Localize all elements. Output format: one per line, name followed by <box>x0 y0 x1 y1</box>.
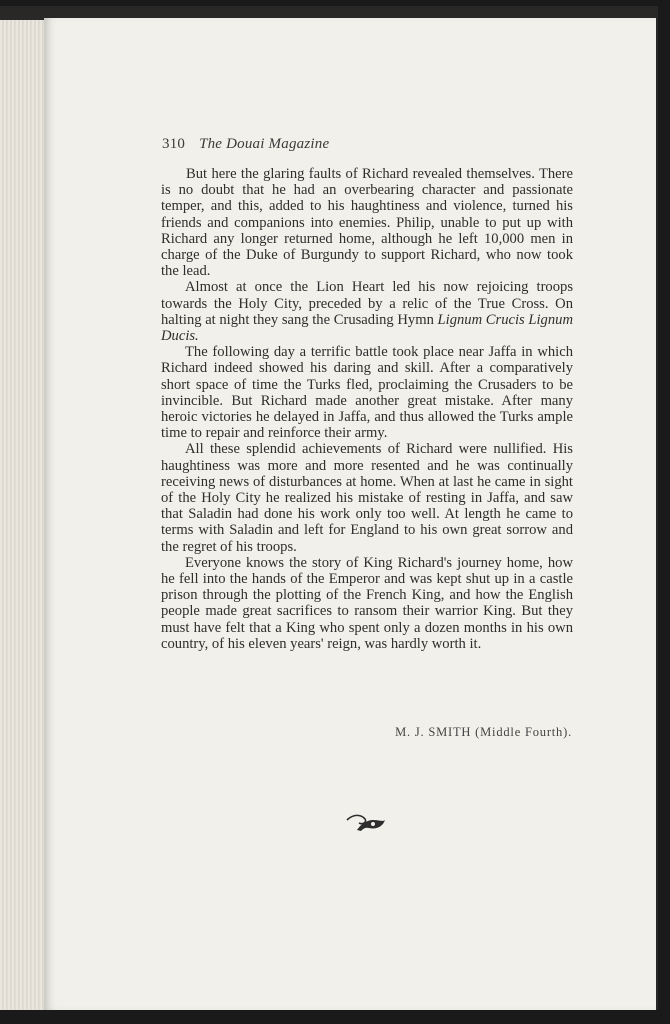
paragraph: All these splendid achievements of Richard were nullified. His haughtiness was more and more resented and he was continually receiving news of disturbances at home. When at last he came in sight of the Holy City he realized his mistake of resting in Jaffa, and saw that Saladin had done his work only too well. At length he came to terms with Saladin and left for England to his own great sorrow and the regret of his troops. <box>161 441 573 555</box>
page-number: 310 <box>162 136 186 152</box>
paragraph: The following day a terrific battle took place near Jaffa in which Richard indeed showed his daring and skill. After a comparatively short space of time the Turks fled, proclaiming the Crusaders to be invincible. But Richard made another great mistake. After many heroic victories he delayed in Jaffa, and thus allowed the Turks ample time to repair and reinforce their army. <box>161 344 573 442</box>
page-header <box>162 136 329 153</box>
paragraph-text: Almost at once the Lion Heart led his now rejoicing troops towards the Holy City, preceded by a relic of the True Cross. On halting at night they sang the Crusading Hymn <box>161 279 573 328</box>
paragraph: But here the glaring faults of Richard revealed themselves. There is no doubt that he had an overbearing character and passionate temper, and this, added to his haughtiness and violence, turned his friends and companions into enemies. Philip, unable to put up with Richard any longer returned home, although he left 10,000 men in charge of the Duke of Burgundy to support Richard, who now took the lead. <box>161 166 573 280</box>
fleuron-ornament-icon <box>343 810 387 834</box>
book-cover-edge <box>658 0 670 1024</box>
paragraph: Everyone knows the story of King Richard's journey home, how he fell into the hands of the Emperor and was kept shut up in a castle prison through the plotting of the French King, and how the English people made great sacrifices to ransom their warrior King. But they must have felt that a King who spent only a dozen months in his own country, of his eleven years' reign, was hardly worth it. <box>161 554 573 652</box>
page-edges <box>0 20 46 1010</box>
running-title: The Douai Magazine <box>199 136 330 152</box>
author-signature: M. J. SMITH (Middle Fourth). <box>395 725 572 739</box>
paragraph <box>161 279 573 344</box>
hymn-title: Lignum Crucis Lignum Ducis. <box>161 311 573 345</box>
article-body <box>161 166 573 652</box>
